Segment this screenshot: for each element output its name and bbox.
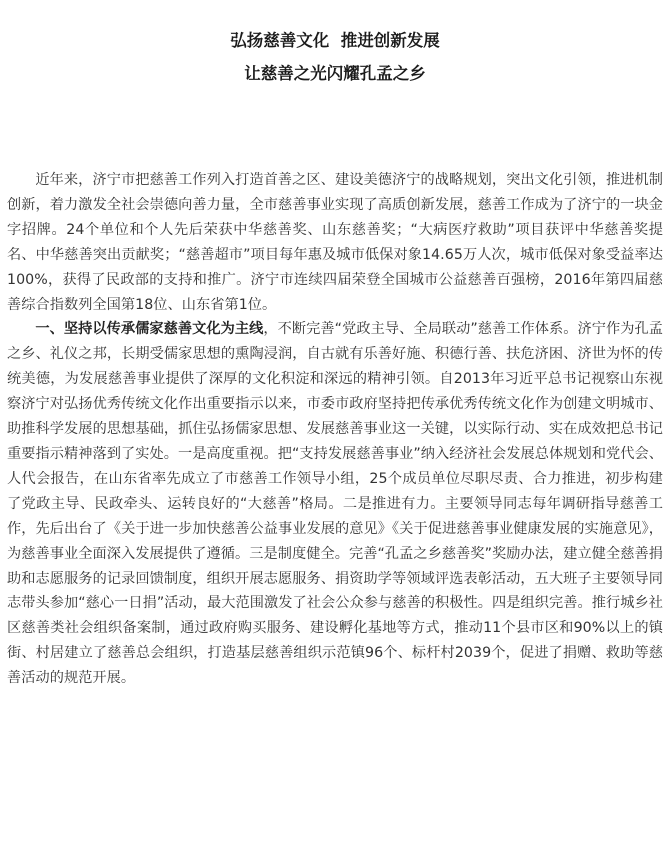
paragraph-intro: 近年来，济宁市把慈善工作列入打造首善之区、建设美德济宁的战略规划，突出文化引领，推进机制创新，着力激发全社会崇德向善力量，全市慈善事业实现了高质创新发展，慈善工作成为了济宁的一块金字招牌。24个单位和个人先后荣获中华慈善奖、山东慈善奖；“大病医疗救助”项目获评中华慈善奖提名、中华慈善突出贡献奖；“慈善超市”项目每年惠及城市低保对象14.65万人次，城市低保对象受益率达100%，获得了民政部的支持和推广。济宁市连续四届荣登全国城市公益慈善百强榜，2016年第四届慈善综合指数列全国第18位、山东省第1位。 [7,172,663,313]
title-line-1: 弘扬慈善文化 推进创新发展 [230,31,440,50]
article-body [7,168,663,691]
article-title [0,24,670,90]
section-1-heading: 一、坚持以传承儒家慈善文化为主线 [35,321,264,338]
paragraph-section-1 [7,317,663,691]
section-1-text: ，不断完善“党政主导、全局联动”慈善工作体系。济宁作为孔孟之乡、礼仪之邦，长期受儒家思想的熏陶浸润，自古就有乐善好施、积德行善、扶危济困、济世为怀的传统美德，为发展慈善事业提供了深厚的文化积淀和深远的精神引领。自2013年习近平总书记视察山东视察济宁对弘扬优秀传统文化作出重要指示以来，市委市政府坚持把传承优秀传统文化作为创建文明城市、助推科学发展的思想基础，抓住弘扬儒家思想、发展慈善事业这一关键，以实际行动、实在成效把总书记重要指示精神落到了实处。一是高度重视。把“支持发展慈善事业”纳入经济社会发展总体规划和党代会、人代会报告，在山东省率先成立了市慈善工作领导小组，25个成员单位尽职尽责、合力推进，初步构建了党政主导、民政牵头、运转良好的“大慈善”格局。二是推进有力。主要领导同志每年调研指导慈善工作，先后出台了《关于进一步加快慈善公益事业发展的意见》《关于促进慈善事业健康发展的实施意见》，为慈善事业全面深入发展提供了遵循。三是制度健全。完善“孔孟之乡慈善奖”奖励办法，建立健全慈善捐助和志愿服务的记录回馈制度，组织开展志愿服务、捐资助学等领域评选表彰活动，五大班子主要领导同志带头参加“慈心一日捐”活动，最大范围激发了社会公众参与慈善的积极性。四是组织完善。推行城乡社区慈善类社会组织备案制，通过政府购买服务、建设孵化基地等方式，推动11个县市区和90%以上的镇街、村居建立了慈善总会组织，打造基层慈善组织示范镇96个、标杆村2039个，促进了捐赠、救助等慈善活动的规范开展。 [7,321,663,687]
title-line-2: 让慈善之光闪耀孔孟之乡 [244,64,426,83]
